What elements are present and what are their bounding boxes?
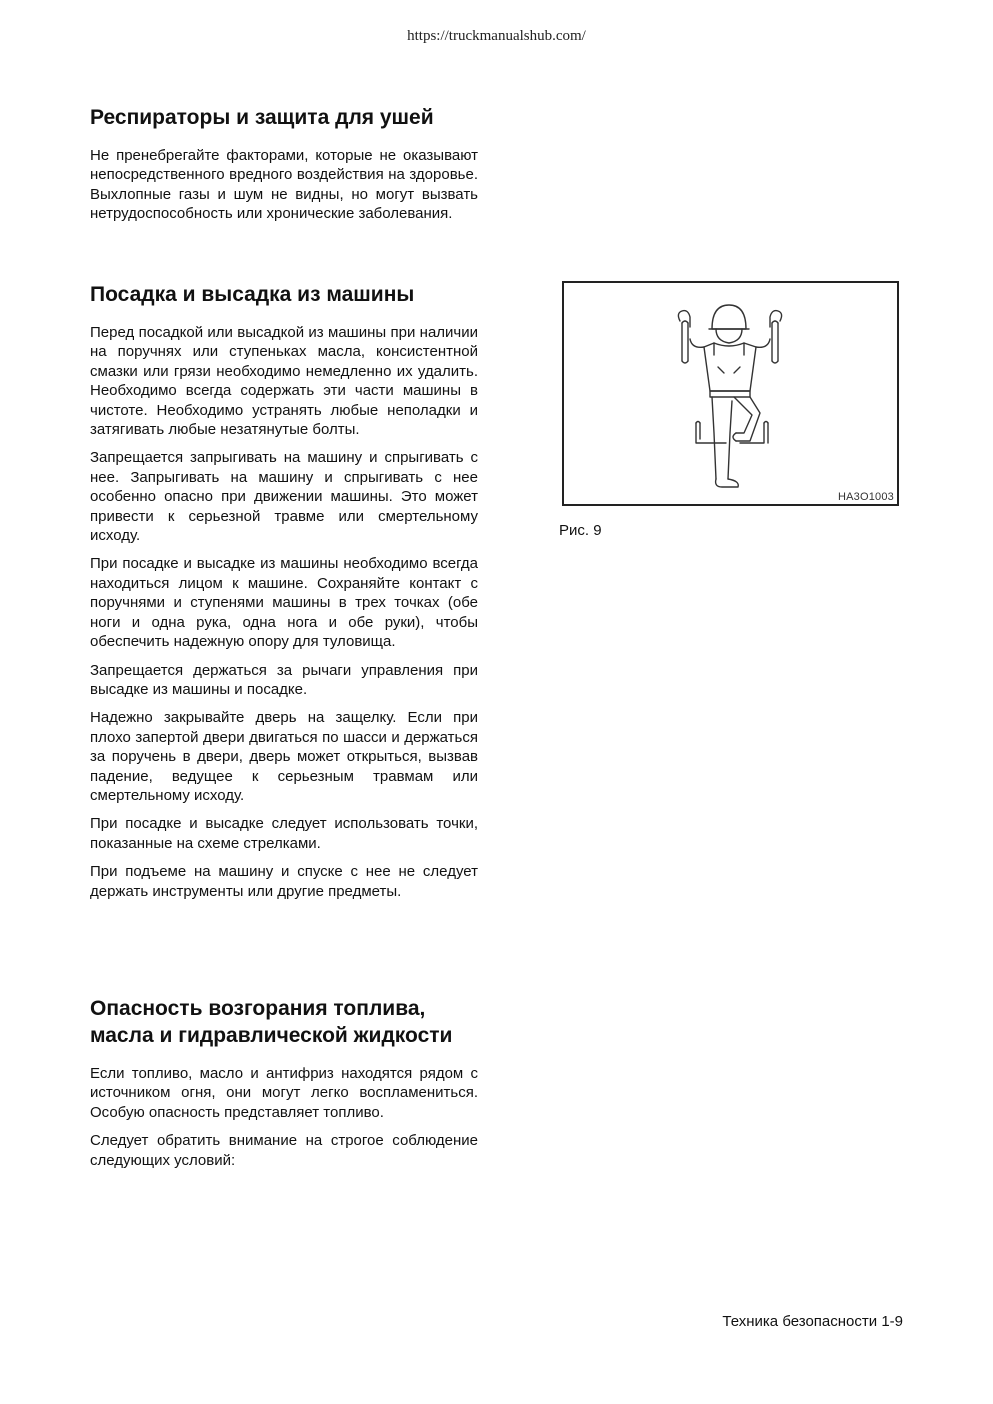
paragraph: При подъеме на машину и спуске с нее не следует держать инструменты или другие предметы. xyxy=(90,863,478,900)
paragraph: Перед посадкой или высадкой из машины при наличии на поручнях или ступеньках масла, консистентной смазки или грязи необходимо немедленно их удалить. Необходимо всегда содержать эти части машины в чистоте. Необходимо устранять любые неполадки и затягивать любые незатянутые болты. xyxy=(90,324,478,439)
climbing-person-illustration xyxy=(564,283,897,504)
paragraph: Запрещается запрыгивать на машину и спрыгивать с нее. Запрыгивать на машину и спрыгивать с нее особенно опасно при движении машины. Это может привести к серьезной травме или смертельному исходу. xyxy=(90,449,478,545)
page-footer: Техника безопасности 1-9 xyxy=(722,1313,903,1330)
paragraph: Если топливо, масло и антифриз находятся рядом с источником огня, они могут легко воспламениться. Особую опасность представляет топливо. xyxy=(90,1065,478,1121)
section-title: Респираторы и защита для ушей xyxy=(90,106,434,129)
figure-boarding-illustration xyxy=(562,281,899,506)
section-respirators xyxy=(90,104,478,224)
section-title: Посадка и высадка из машины xyxy=(90,283,415,306)
paragraph: Не пренебрегайте факторами, которые не оказывают непосредственного вредного воздействия на здоровье. Выхлопные газы и шум не видны, но могут вызвать нетрудоспособность или хронические заболевания. xyxy=(90,147,478,223)
figure-caption: Рис. 9 xyxy=(559,522,602,539)
section-fire-hazard xyxy=(90,995,478,1170)
paragraph: Следует обратить внимание на строгое соблюдение следующих условий: xyxy=(90,1132,478,1169)
paragraph: Надежно закрывайте дверь на защелку. Если при плохо запертой двери двигаться по шасси и держаться за поручень в двери, дверь может открыться, вызвав падение, ведущее к серьезным травмам или смертельному исходу. xyxy=(90,709,478,804)
header-url: https://truckmanualshub.com/ xyxy=(407,28,586,44)
section-title: Опасность возгорания топлива, масла и гидравлической жидкости xyxy=(90,997,453,1047)
paragraph: При посадке и высадке из машины необходимо всегда находиться лицом к машине. Сохраняйте контакт с поручнями и ступенями машины в трех точках (обе ноги и одна рука, одна нога и обе руки), чтобы обеспечить надежную опору для туловища. xyxy=(90,555,478,651)
paragraph: При посадке и высадке следует использовать точки, показанные на схеме стрелками. xyxy=(90,815,478,852)
figure-code: HA3O1003 xyxy=(837,491,894,503)
section-boarding xyxy=(90,281,478,901)
paragraph: Запрещается держаться за рычаги управления при высадке из машины и посадке. xyxy=(90,661,478,698)
